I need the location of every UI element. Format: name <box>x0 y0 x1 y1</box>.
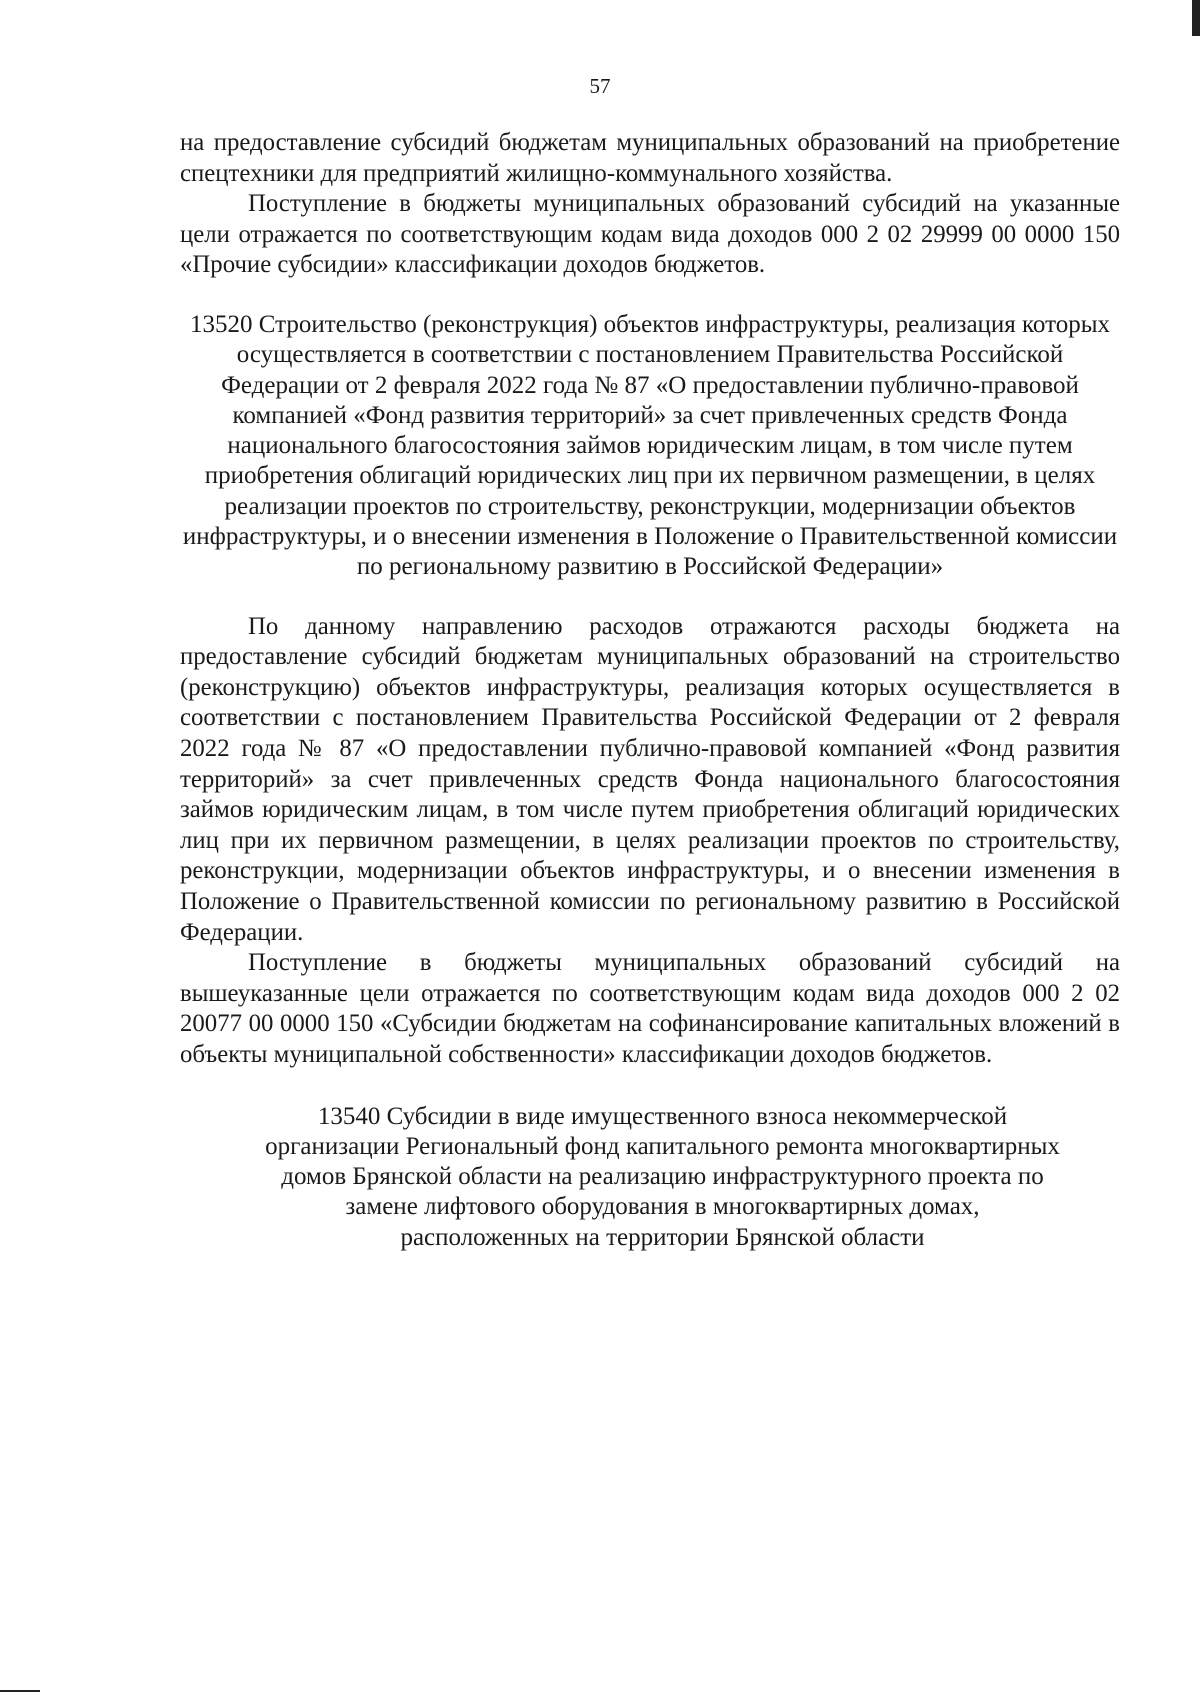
page-number: 57 <box>589 74 611 98</box>
paragraph-13520-expenses: По данному направлению расходов отражаются расходы бюджета на предоставление субсидий бюджетам муниципальных образований на строительство (реконструкцию) объектов инфраструктуры, реализация которых осуществляется в соответствии с постановлением Правительства Российской Федерации от 2 февраля 2022 года № 87 «О предоставлении публично-правовой компанией «Фонд развития территорий» за счет привлеченных средств Фонда национального благосостояния займов юридическим лицам, в том числе путем приобретения облигаций юридических лиц при их первичном размещении, в целях реализации проектов по строительству, реконструкции, модернизации объектов инфраструктуры, и о внесении изменения в Положение о Правительственной комиссии по региональному развитию в Российской Федерации. <box>180 612 1120 946</box>
scan-edge-mark <box>0 1690 40 1692</box>
section-heading-13520: 13520 Строительство (реконструкция) объектов инфраструктуры, реализация которых осуществляется в соответствии с постановлением Правительства Российской Федерации от 2 февраля 2022 года № 87 «О предоставлении публично-правовой компанией «Фонд развития территорий» за счет привлеченных средств Фонда национального благосостояния займов юридическим лицам, в том числе путем приобретения облигаций юридических лиц при их первичном размещении, в целях реализации проектов по строительству, реконструкции, модернизации объектов инфраструктуры, и о внесении изменения в Положение о Правительственной комиссии по региональному развитию в Российской Федерации» <box>182 310 1118 581</box>
paragraph-continuation: на предоставление субсидий бюджетам муниципальных образований на приобретение спецтехники для предприятий жилищно-коммунального хозяйства. <box>180 129 1120 187</box>
document-body <box>180 128 1120 1253</box>
paragraph-income-codes: Поступление в бюджеты муниципальных образований субсидий на указанные цели отражается по соответствующим кодам вида доходов 000 2 02 29999 00 0000 150 «Прочие субсидии» классификации доходов бюджетов. <box>180 190 1120 279</box>
section-heading-13540: 13540 Субсидии в виде имущественного взноса некоммерческой организации Региональный фонд капитального ремонта многоквартирных домов Брянской области на реализацию инфраструктурного проекта по замене лифтового оборудования в многоквартирных домах, расположенных на территории Брянской области <box>265 1102 1060 1251</box>
scan-edge-mark <box>1192 0 1200 36</box>
paragraph-13520-income-codes: Поступление в бюджеты муниципальных образований субсидий на вышеуказанные цели отражается по соответствующим кодам вида доходов 000 2 02 20077 00 0000 150 «Субсидии бюджетам на софинансирование капитальных вложений в объекты муниципальной собственности» классификации доходов бюджетов. <box>180 949 1120 1068</box>
